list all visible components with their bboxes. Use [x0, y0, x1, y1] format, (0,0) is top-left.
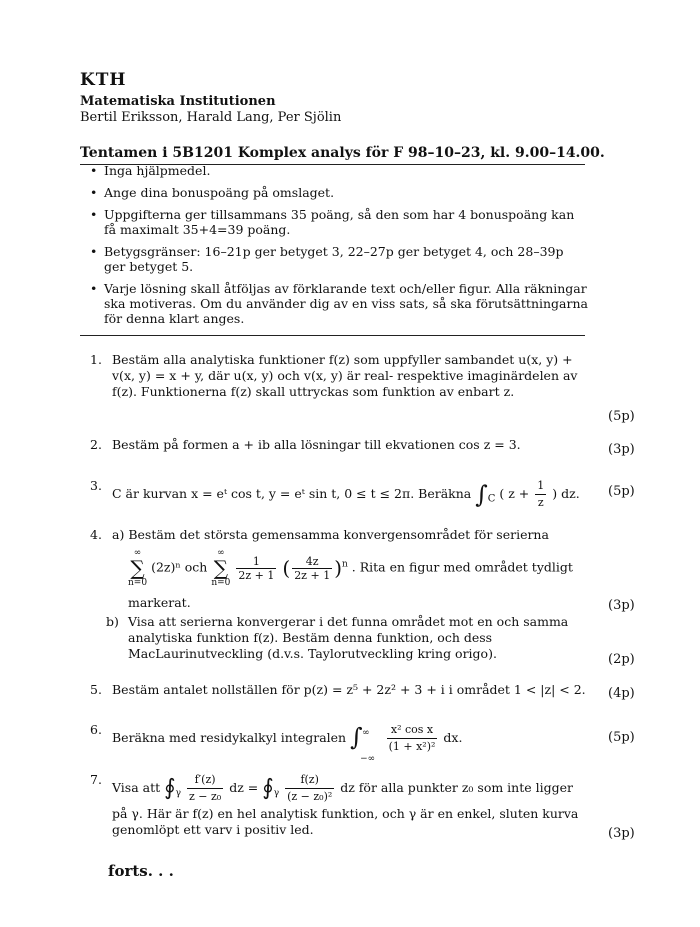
problem-number: 2.	[90, 437, 102, 452]
problem-4	[90, 527, 590, 543]
series-1: (2z)ⁿ	[151, 559, 181, 575]
series-tail: . Rita en figur med området tydligt	[351, 559, 573, 575]
problem-5	[90, 682, 590, 698]
problem-2	[90, 437, 590, 453]
fraction: $\frac{4z}{2z + 1}$	[294, 554, 331, 582]
institute-name: Matematiska Institutionen	[80, 94, 276, 109]
authors: Bertil Eriksson, Harald Lang, Per Sjölin	[80, 110, 342, 125]
integrand-close: ) dz.	[552, 486, 580, 501]
instruction-item: • Inga hjälpmedel.	[90, 163, 211, 178]
integral-subscript: C	[487, 493, 496, 505]
contour-integral: ∮	[164, 775, 176, 801]
problem-1	[90, 352, 590, 400]
problem-number: 5.	[90, 682, 102, 697]
problem-text: Visa att	[112, 780, 161, 795]
fraction: $\frac{1}{z}$	[537, 479, 545, 509]
points-p4b: (2p)	[608, 652, 635, 667]
part-label: b)	[106, 614, 119, 629]
instructions-rule	[80, 335, 585, 336]
instructions-list	[88, 163, 588, 333]
points-p1: (5p)	[608, 409, 635, 424]
integrand-open: ( z +	[499, 486, 530, 501]
problem-text: Bestäm antalet nollställen för p(z) = z⁵ + 2z² + 3 + i i området 1 < |z| < 2.	[112, 682, 586, 697]
fraction: $\frac{f'(z)}{\text{z − z₀}}$	[188, 773, 222, 803]
dx: dx.	[443, 730, 463, 745]
fraction: $\frac{f(z)}{\text{(z − z₀)²}}$	[287, 773, 333, 803]
problem-number: 6.	[90, 722, 102, 737]
problem-text: C är kurvan x = eᵗ cos t, y = eᵗ sin t, 0 ≤ t ≤ 2π. Beräkna	[112, 486, 472, 501]
och: och	[184, 559, 208, 575]
problem-3	[90, 478, 590, 511]
org-name: KTH	[80, 70, 127, 90]
points-p3: (5p)	[608, 484, 635, 499]
part-b-text: Visa att serierna konvergerar i det funna området mot en och samma analytiska funktion f(z). Bestäm denna funktion, och dess MacLaurinutveckling (d.v.s. Taylorutveckling kring origo).	[128, 614, 569, 661]
problem-number: 4.	[90, 527, 102, 542]
integral-sign: ∫	[475, 480, 488, 509]
problem-text: Bestäm alla analytiska funktioner f(z) som uppfyller sambandet u(x, y) + v(x, y) = x + y, där u(x, y) och v(x, y) är real- respektive imaginärdelen av f(z). Funktionerna f(z) skall uttryckas som funktion av enbart z.	[112, 352, 578, 399]
points-p5: (4p)	[608, 686, 635, 701]
integral: ∫ ∞ −∞	[350, 722, 376, 764]
series-expression: ∞ ∑ n=0 (2z)ⁿ och ∞ ∑ n=0 $\frac{1}{2z + 1}$ ( $\frac{4z}{2z + 1}$ )$^n$ . Rita en figur med området tydligt	[128, 548, 573, 588]
problem-6	[90, 722, 590, 764]
fraction: $\frac{1}{2z + 1}$	[238, 554, 275, 582]
problem-text: Beräkna med residykalkyl integralen	[112, 730, 347, 745]
continued-note: forts. . .	[108, 862, 174, 880]
problem-4b	[106, 614, 592, 662]
part-label: a)	[112, 527, 125, 542]
points-p2: (3p)	[608, 442, 635, 457]
problem-number: 1.	[90, 352, 102, 367]
markerat: markerat.	[128, 595, 191, 610]
points-p6: (5p)	[608, 730, 635, 745]
fraction: $\frac{\text{x² cos x}}{\text{(1 + x²)²}}$	[388, 723, 436, 753]
instruction-item: • Ange dina bonuspoäng på omslaget.	[90, 185, 335, 200]
instruction-item: • Varje lösning skall åtföljas av förklarande text och/eller figur. Alla räkningar ska motiveras. Om du använder dig av en viss sats, så ska förutsättningarna för denna klart anges.	[90, 281, 588, 326]
problem-number: 3.	[90, 478, 102, 493]
problem-7-text: på γ. Här är f(z) en hel analytisk funktion, och γ är en enkel, sluten kurva genomlöpt ett varv i positiv led.	[112, 806, 579, 837]
instruction-item: • Uppgifterna ger tillsammans 35 poäng, så den som har 4 bonuspoäng kan få maximalt 35+4=39 poäng.	[90, 207, 575, 237]
part-a-text: Bestäm det största gemensamma konvergensområdet för serierna	[128, 527, 549, 542]
contour-integral: ∮	[262, 775, 274, 801]
points-p4a: (3p)	[608, 598, 635, 613]
problem-number: 7.	[90, 772, 102, 787]
points-p7: (3p)	[608, 826, 635, 841]
exam-title: Tentamen i 5B1201 Komplex analys för F 98–10–23, kl. 9.00–14.00.	[80, 145, 605, 161]
problem-7: 7. Visa att $∮_\gamma$ $\frac{f'(z)}{\text{z − z₀}}$ dz = $∮_\gamma$ $\frac{f(z)}{\text{(z − z₀)²}}$ dz för alla punkter z₀ som inte ligger	[90, 772, 573, 803]
problem-text: Bestäm på formen a + ib alla lösningar till ekvationen cos z = 3.	[112, 437, 521, 452]
instruction-item: • Betygsgränser: 16–21p ger betyget 3, 22–27p ger betyget 4, och 28–39p ger betyget 5.	[90, 244, 564, 274]
